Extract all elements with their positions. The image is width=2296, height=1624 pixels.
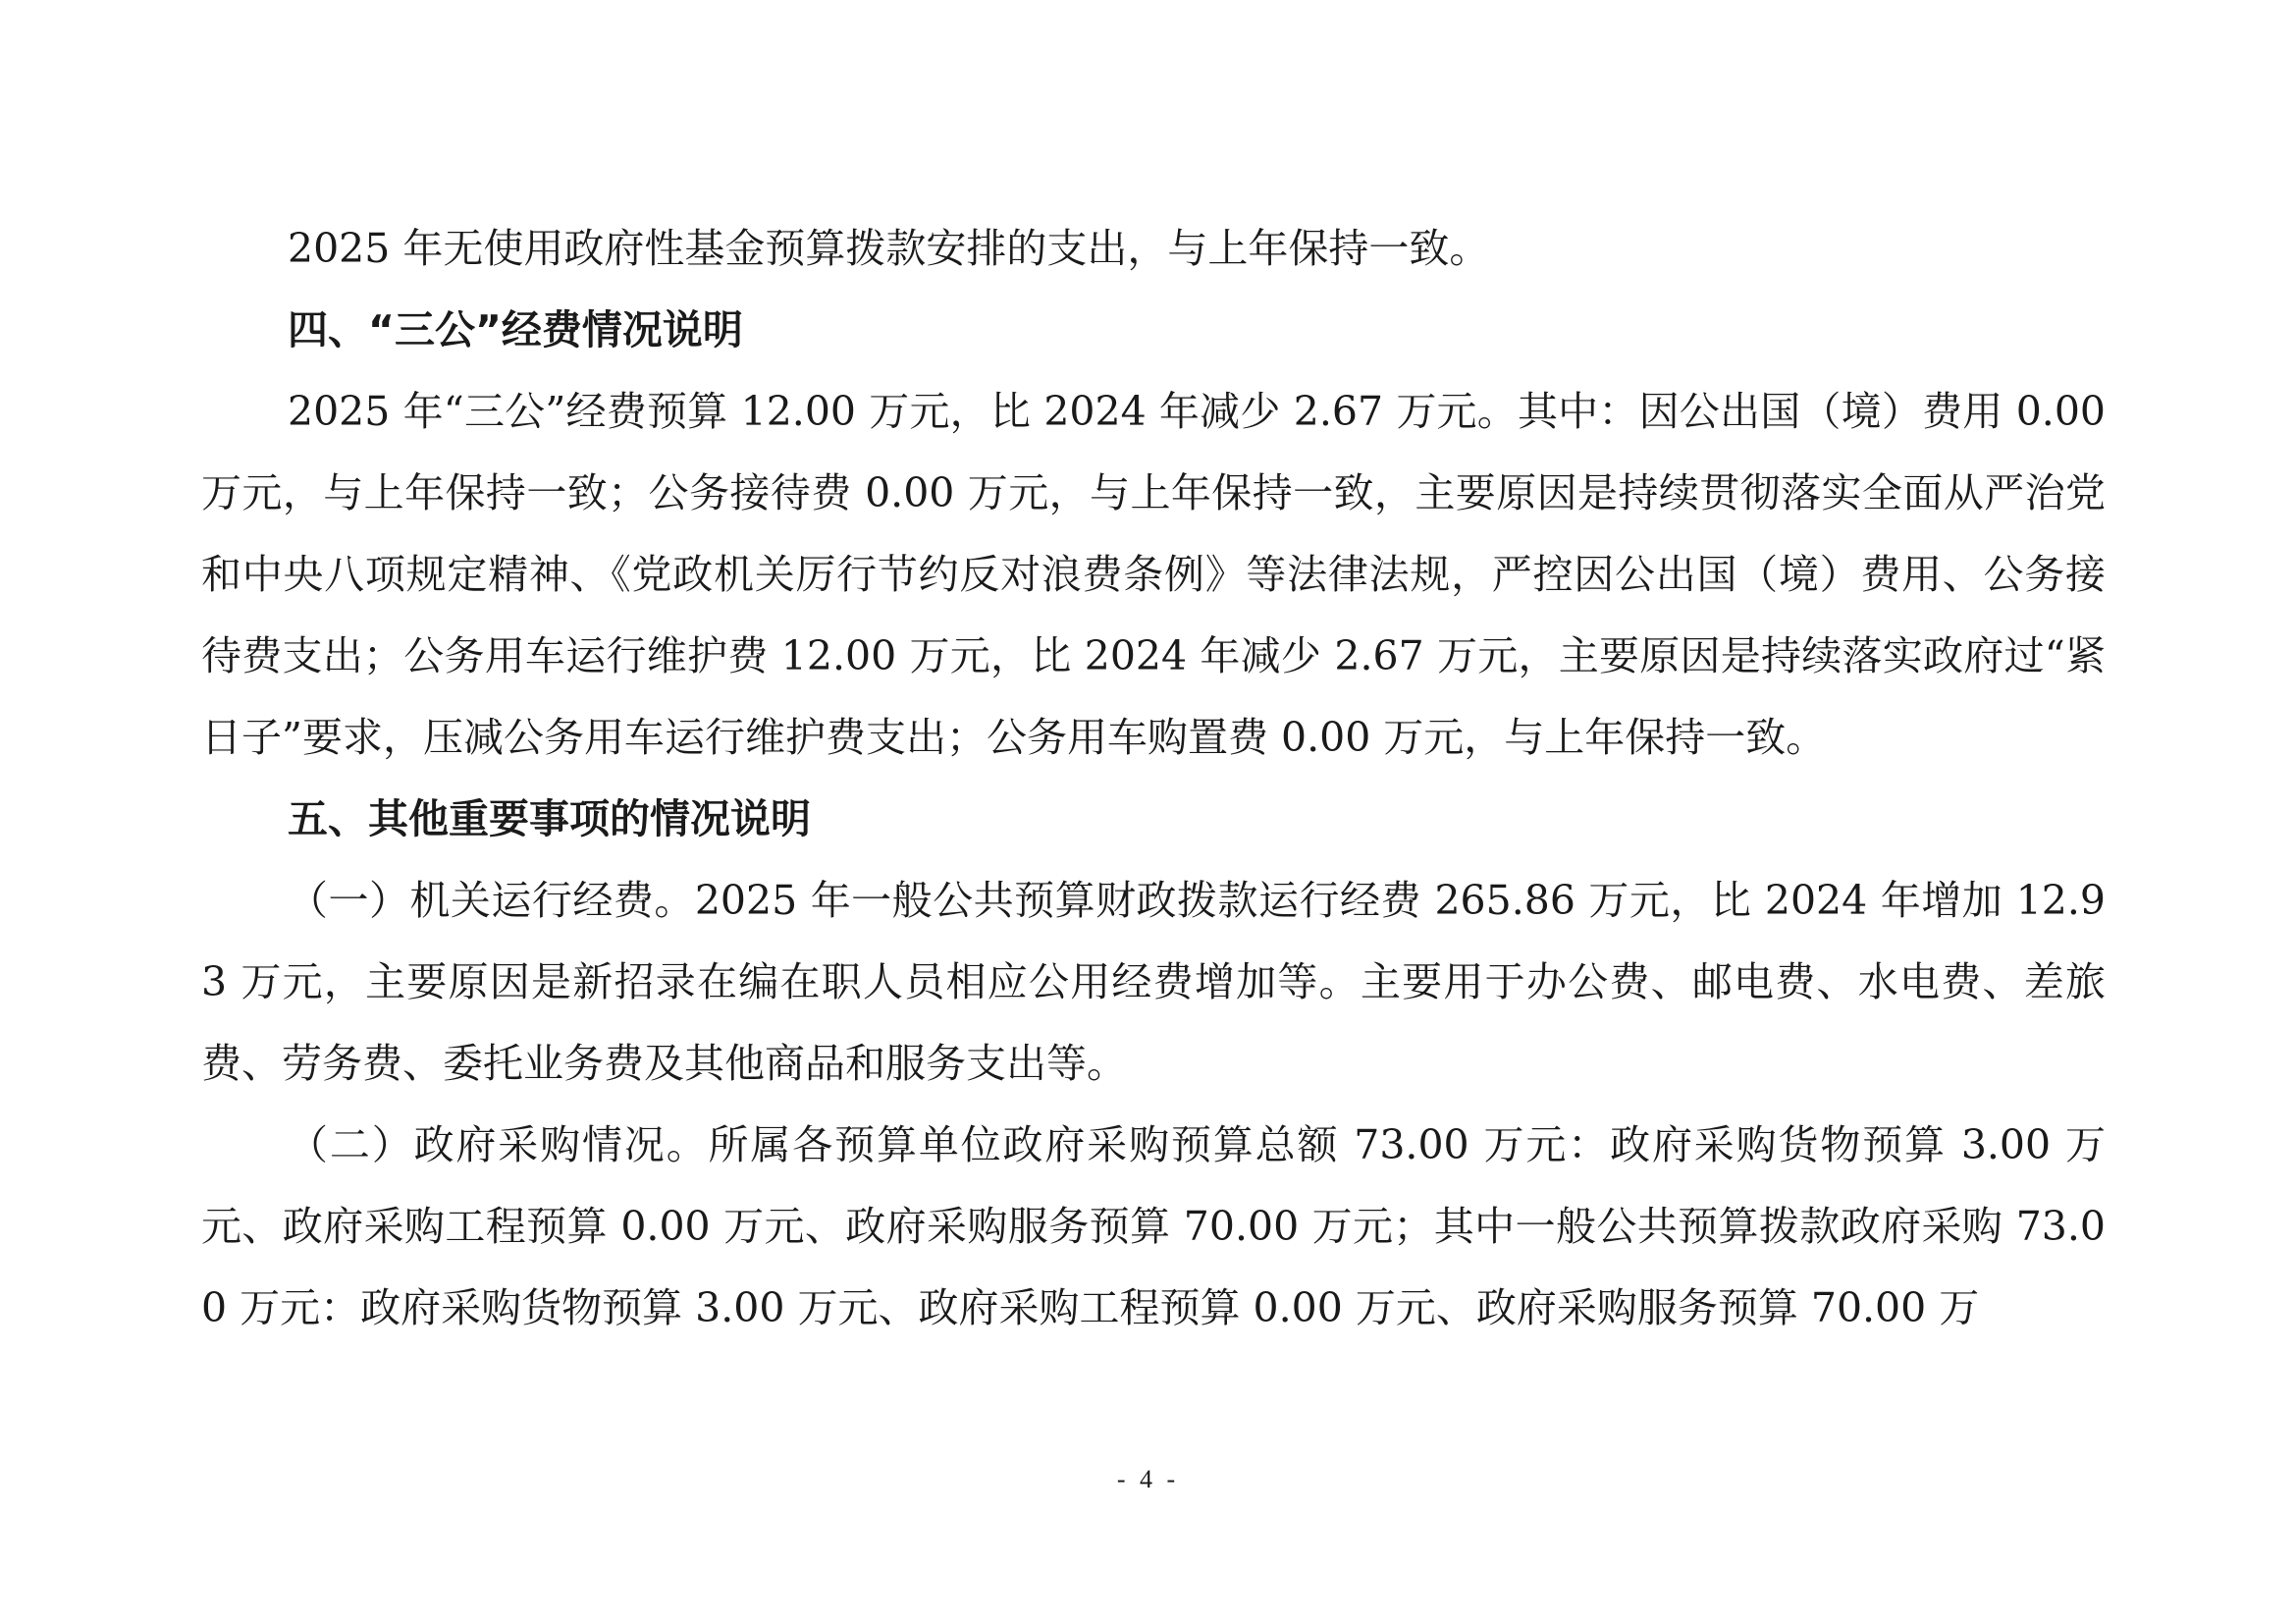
- paragraph-operating-expenses: （一）机关运行经费。2025 年一般公共预算财政拨款运行经费 265.86 万元，比 2024 年增加 12.93 万元，主要原因是新招录在编在职人员相应公用经费增加等。主要用于办公费、邮电费、水电费、差旅费、劳务费、委托业务费及其他商品和服务支出等。: [201, 877, 2106, 1087]
- page-number: - 4 -: [1116, 1465, 1180, 1493]
- paragraph-three-public-expenses: 2025 年“三公”经费预算 12.00 万元，比 2024 年减少 2.67 万元。其中：因公出国（境）费用 0.00 万元，与上年保持一致；公务接待费 0.00 万元，与上年保持一致，主要原因是持续贯彻落实全面从严治党和中央八项规定精神、《党政机关厉行节约反对浪费条例》等法律法规，严控因公出国（境）费用、公务接待费支出；公务用车运行维护费 12.00 万元，比 2024 年减少 2.67 万元，主要原因是持续落实政府过“紧日子”要求，压减公务用车运行维护费支出；公务用车购置费 0.00 万元，与上年保持一致。: [201, 388, 2106, 761]
- document-body: [201, 208, 2106, 1349]
- section-heading-three-public: 四、“三公”经费情况说明: [288, 306, 743, 353]
- paragraph-government-procurement: （二）政府采购情况。所属各预算单位政府采购预算总额 73.00 万元：政府采购货物预算 3.00 万元、政府采购工程预算 0.00 万元、政府采购服务预算 70.00 万元；其中一般公共预算拨款政府采购 73.00 万元：政府采购货物预算 3.00 万元、政府采购工程预算 0.00 万元、政府采购服务预算 70.00 万: [201, 1121, 2106, 1331]
- section-heading-other-matters: 五、其他重要事项的情况说明: [288, 795, 811, 842]
- paragraph-fund-budget: 2025 年无使用政府性基金预算拨款安排的支出，与上年保持一致。: [288, 225, 1490, 272]
